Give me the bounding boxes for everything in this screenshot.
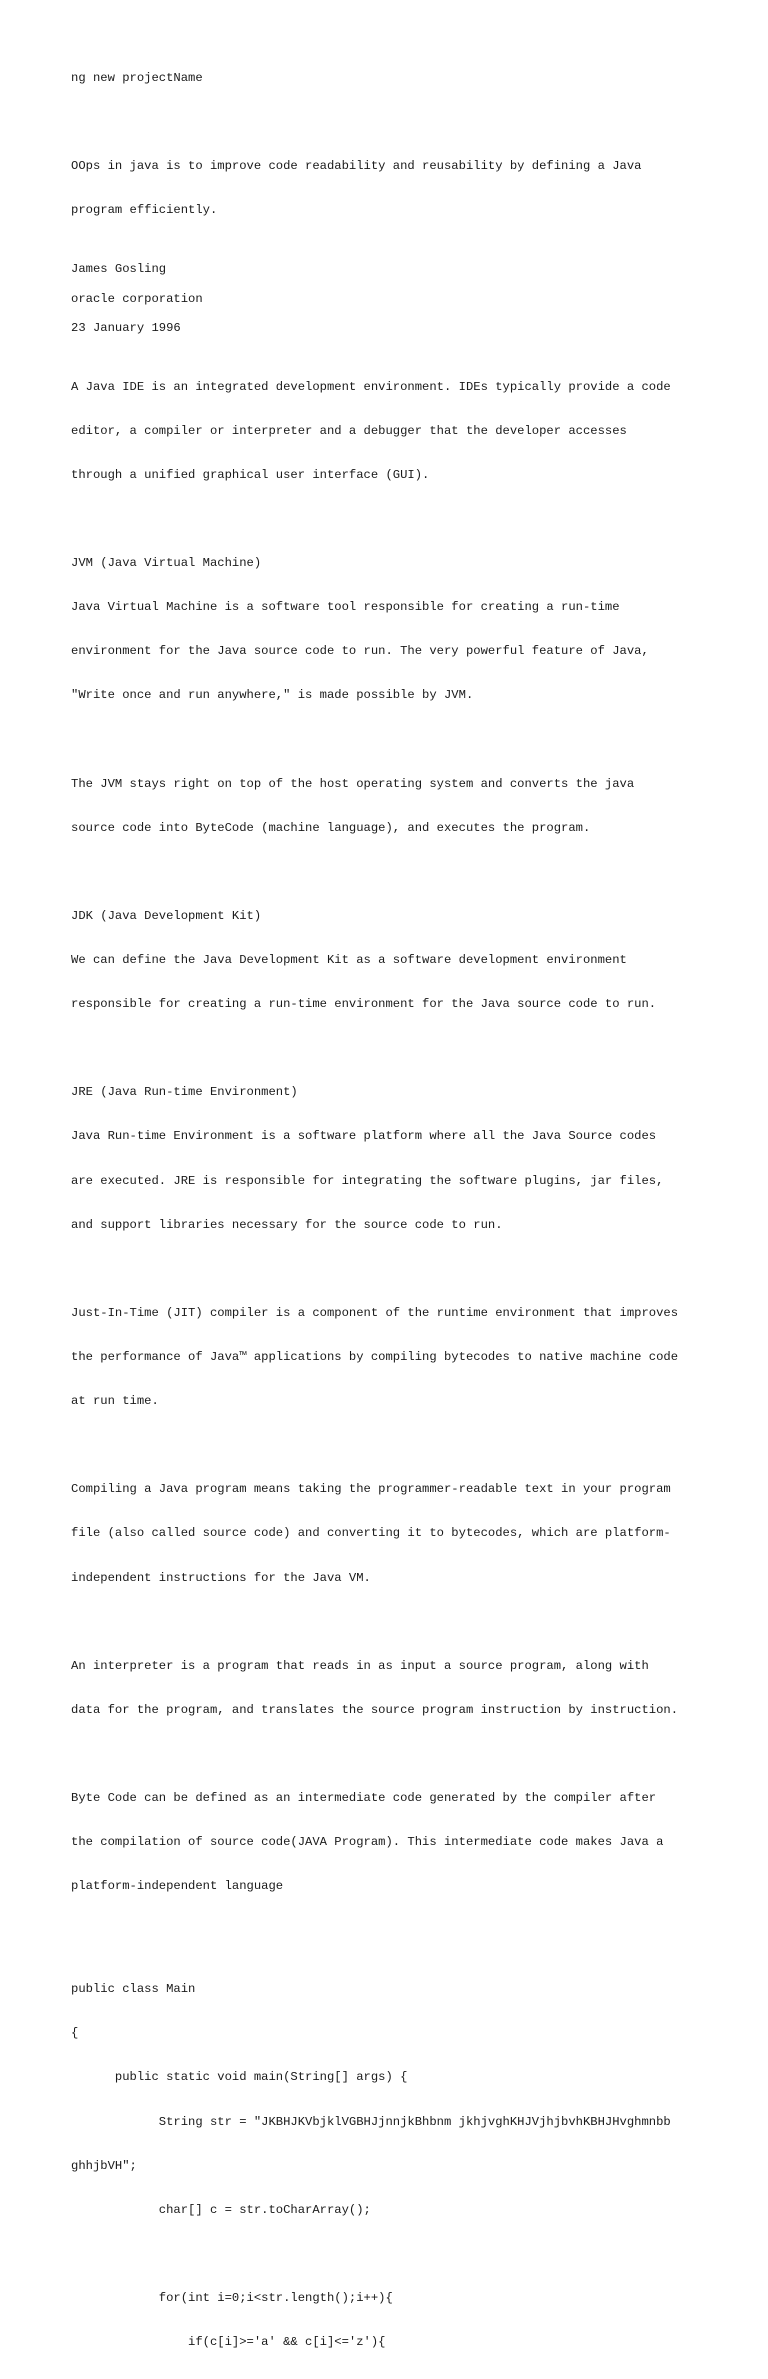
text-line: A Java IDE is an integrated development environment. IDEs typically provide a code xyxy=(71,379,671,394)
code-line: char[] c = str.toCharArray(); xyxy=(71,2202,371,2217)
text-line: James Gosling xyxy=(71,262,167,277)
text-line: data for the program, and translates the source program instruction by instruction. xyxy=(71,1702,679,1717)
text-line: are executed. JRE is responsible for integrating the software plugins, jar files, xyxy=(71,1173,664,1188)
text-line: We can define the Java Development Kit as a software development environment xyxy=(71,953,627,968)
code-block xyxy=(71,1953,731,2379)
bytecode-paragraph xyxy=(71,1762,731,1924)
command-line xyxy=(71,71,731,86)
code-line xyxy=(71,2247,731,2262)
text-line: platform-independent language xyxy=(71,1879,284,1894)
code-line: { xyxy=(71,2026,79,2041)
release-date-line xyxy=(71,321,731,336)
oops-paragraph xyxy=(71,130,731,248)
interpreter-paragraph xyxy=(71,1629,731,1747)
text-line: at run time. xyxy=(71,1394,159,1409)
text-line: 23 January 1996 xyxy=(71,320,181,335)
text-line: the compilation of source code(JAVA Program). This intermediate code makes Java a xyxy=(71,1835,664,1850)
jdk-paragraph xyxy=(71,880,731,1042)
compiling-paragraph xyxy=(71,1453,731,1615)
text-line: Just-In-Time (JIT) compiler is a component of the runtime environment that improves xyxy=(71,1305,679,1320)
text-line: JDK (Java Development Kit) xyxy=(71,908,262,923)
code-line: for(int i=0;i<str.length();i++){ xyxy=(71,2290,393,2305)
creator-line xyxy=(71,262,731,277)
text-line: OOps in java is to improve code readability and reusability by defining a Java xyxy=(71,159,642,174)
text-line: environment for the Java source code to run. The very powerful feature of Java, xyxy=(71,644,649,659)
text-line: program efficiently. xyxy=(71,203,218,218)
jvm-os-paragraph xyxy=(71,747,731,865)
code-line: ghhjbVH"; xyxy=(71,2158,137,2173)
jit-paragraph xyxy=(71,1277,731,1439)
text-line: the performance of Java™ applications by compiling bytecodes to native machine code xyxy=(71,1350,679,1365)
jvm-paragraph xyxy=(71,527,731,733)
text-line: and support libraries necessary for the source code to run. xyxy=(71,1217,503,1232)
text-line: editor, a compiler or interpreter and a debugger that the developer accesses xyxy=(71,423,627,438)
text-line: through a unified graphical user interface (GUI). xyxy=(71,467,430,482)
text-line: JRE (Java Run-time Environment) xyxy=(71,1085,298,1100)
text-line: The JVM stays right on top of the host operating system and converts the java xyxy=(71,776,635,791)
text-line: ng new projectName xyxy=(71,71,203,85)
text-line: Java Run-time Environment is a software platform where all the Java Source codes xyxy=(71,1129,657,1144)
text-line: JVM (Java Virtual Machine) xyxy=(71,556,262,571)
text-line: source code into ByteCode (machine language), and executes the program. xyxy=(71,820,591,835)
text-line: responsible for creating a run-time environment for the Java source code to run. xyxy=(71,997,657,1012)
company-line xyxy=(71,292,731,307)
ide-paragraph xyxy=(71,350,731,512)
code-line: if(c[i]>='a' && c[i]<='z'){ xyxy=(71,2335,386,2350)
text-line: oracle corporation xyxy=(71,291,203,306)
code-line: public static void main(String[] args) { xyxy=(71,2070,408,2085)
text-line: "Write once and run anywhere," is made possible by JVM. xyxy=(71,688,474,703)
text-line: file (also called source code) and converting it to bytecodes, which are platform- xyxy=(71,1526,671,1541)
document-page xyxy=(71,71,731,2379)
jre-paragraph xyxy=(71,1056,731,1262)
code-line: public class Main xyxy=(71,1982,196,1997)
code-line: String str = "JKBHJKVbjklVGBHJjnnjkBhbnm jkhjvghKHJVjhjbvhKBHJHvghmnbb xyxy=(71,2114,671,2129)
text-line: Java Virtual Machine is a software tool responsible for creating a run-time xyxy=(71,600,620,615)
text-line: independent instructions for the Java VM. xyxy=(71,1570,371,1585)
text-line: Compiling a Java program means taking the programmer-readable text in your program xyxy=(71,1482,671,1497)
text-line: Byte Code can be defined as an intermediate code generated by the compiler after xyxy=(71,1791,657,1806)
text-line: An interpreter is a program that reads in as input a source program, along with xyxy=(71,1658,649,1673)
